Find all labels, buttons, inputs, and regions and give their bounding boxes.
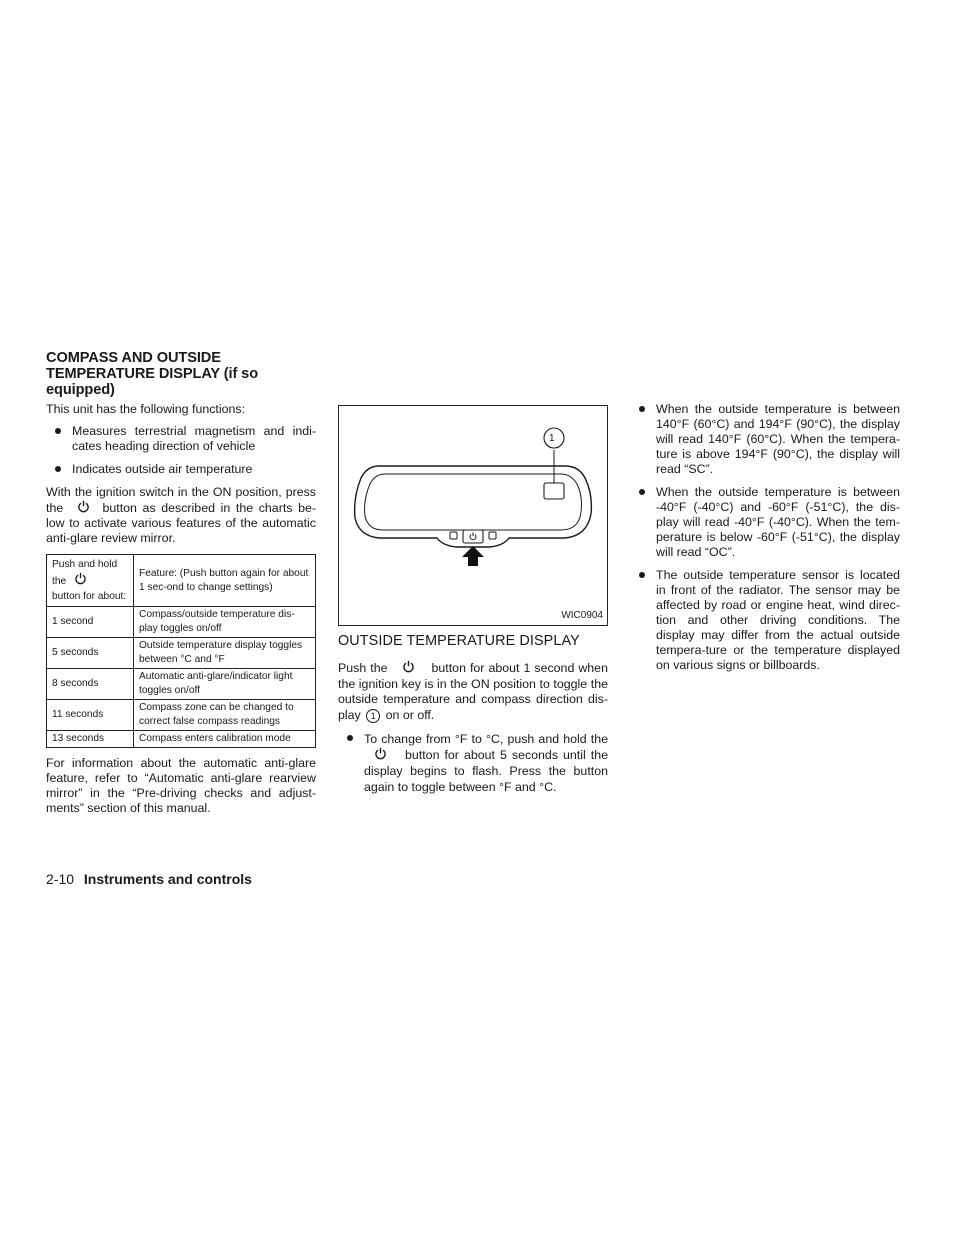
outside-temp-heading: OUTSIDE TEMPERATURE DISPLAY (338, 633, 580, 649)
table-header-feature: Feature: (Push button again for about 1 sec-ond to change settings) (134, 555, 316, 607)
anti-glare-note: For information about the automatic anti-glare feature, refer to “Automatic anti-glare rearview mirror” in the “Pre-driving checks and adjust-ments” section of this manual. (46, 756, 316, 815)
callout-1-icon: 1 (366, 709, 380, 723)
temperature-range-list (630, 402, 900, 673)
bullet-icon (639, 572, 645, 578)
list-item: To change from °F to °C, push and hold the button for about 5 seconds until the display begins to flash. Press the button again to toggle between °F and °C. (338, 731, 608, 795)
outside-temp-list (338, 731, 608, 795)
intro-text: This unit has the following functions: (46, 402, 246, 416)
section-title: COMPASS AND OUTSIDE TEMPERATURE DISPLAY (if so equipped) (46, 350, 259, 398)
middle-column (338, 405, 608, 803)
table-row: 13 seconds Compass enters calibration mode (47, 731, 316, 748)
figure-code: WIC0904 (561, 610, 603, 621)
table-row: 11 seconds Compass zone can be changed to correct false compass readings (47, 700, 316, 731)
table-header-row (47, 555, 316, 607)
power-button-icon (364, 747, 400, 760)
list-item: Measures terrestrial magnetism and indi-cates heading direction of vehicle (46, 424, 316, 454)
list-item: When the outside temperature is between 140°F (60°C) and 194°F (90°C), the display will read 140°F (60°C). When the tempera-ture is above 194°F (90°C), the display will read “SC”. (630, 402, 900, 477)
table-header-duration: Push and hold the button for about: (47, 555, 134, 607)
list-item: Indicates outside air temperature (46, 462, 316, 477)
table-row: 8 seconds Automatic anti-glare/indicator light toggles on/off (47, 669, 316, 700)
rearview-mirror-illustration (339, 406, 607, 625)
page-number: 2-10 (46, 871, 75, 887)
page-footer (46, 871, 252, 887)
bullet-icon (347, 735, 353, 741)
callout-number: 1 (549, 433, 555, 444)
power-button-icon (69, 572, 91, 585)
ignition-paragraph: With the ignition switch in the ON position, press the button as described in the charts be-low to activate various features of the automatic anti-glare review mirror. (46, 485, 316, 545)
power-button-icon (69, 500, 97, 513)
mirror-figure (338, 405, 608, 626)
list-item: The outside temperature sensor is located in front of the radiator. The sensor may be affected by road or engine heat, wind direc-tion and other driving conditions. The display may differ from the actual outside tempera-ture or the temperature displayed on various signs or billboards. (630, 568, 900, 673)
function-table (46, 554, 316, 748)
list-item: When the outside temperature is between -40°F (-40°C) and -60°F (-51°C), the dis-play will read -40°F (-40°C). When the tem-perature is below -60°F (-51°C), the display will read “OC”. (630, 485, 900, 560)
chapter-title: Instruments and controls (83, 871, 252, 887)
table-row: 1 second Compass/outside temperature dis-play toggles on/off (47, 607, 316, 638)
bullet-icon (639, 406, 645, 412)
bullet-icon (55, 466, 61, 472)
table-row: 5 seconds Outside temperature display toggles between °C and °F (47, 638, 316, 669)
bullet-icon (639, 489, 645, 495)
left-column (46, 350, 316, 816)
outside-temp-paragraph: Push the button for about 1 second when the ignition key is in the ON position to toggle the outside temperature and compass direction dis-play 1 on or off. (338, 661, 608, 722)
right-column (630, 402, 900, 681)
bullet-icon (55, 428, 61, 434)
function-list (46, 424, 316, 477)
power-button-icon (392, 660, 428, 673)
